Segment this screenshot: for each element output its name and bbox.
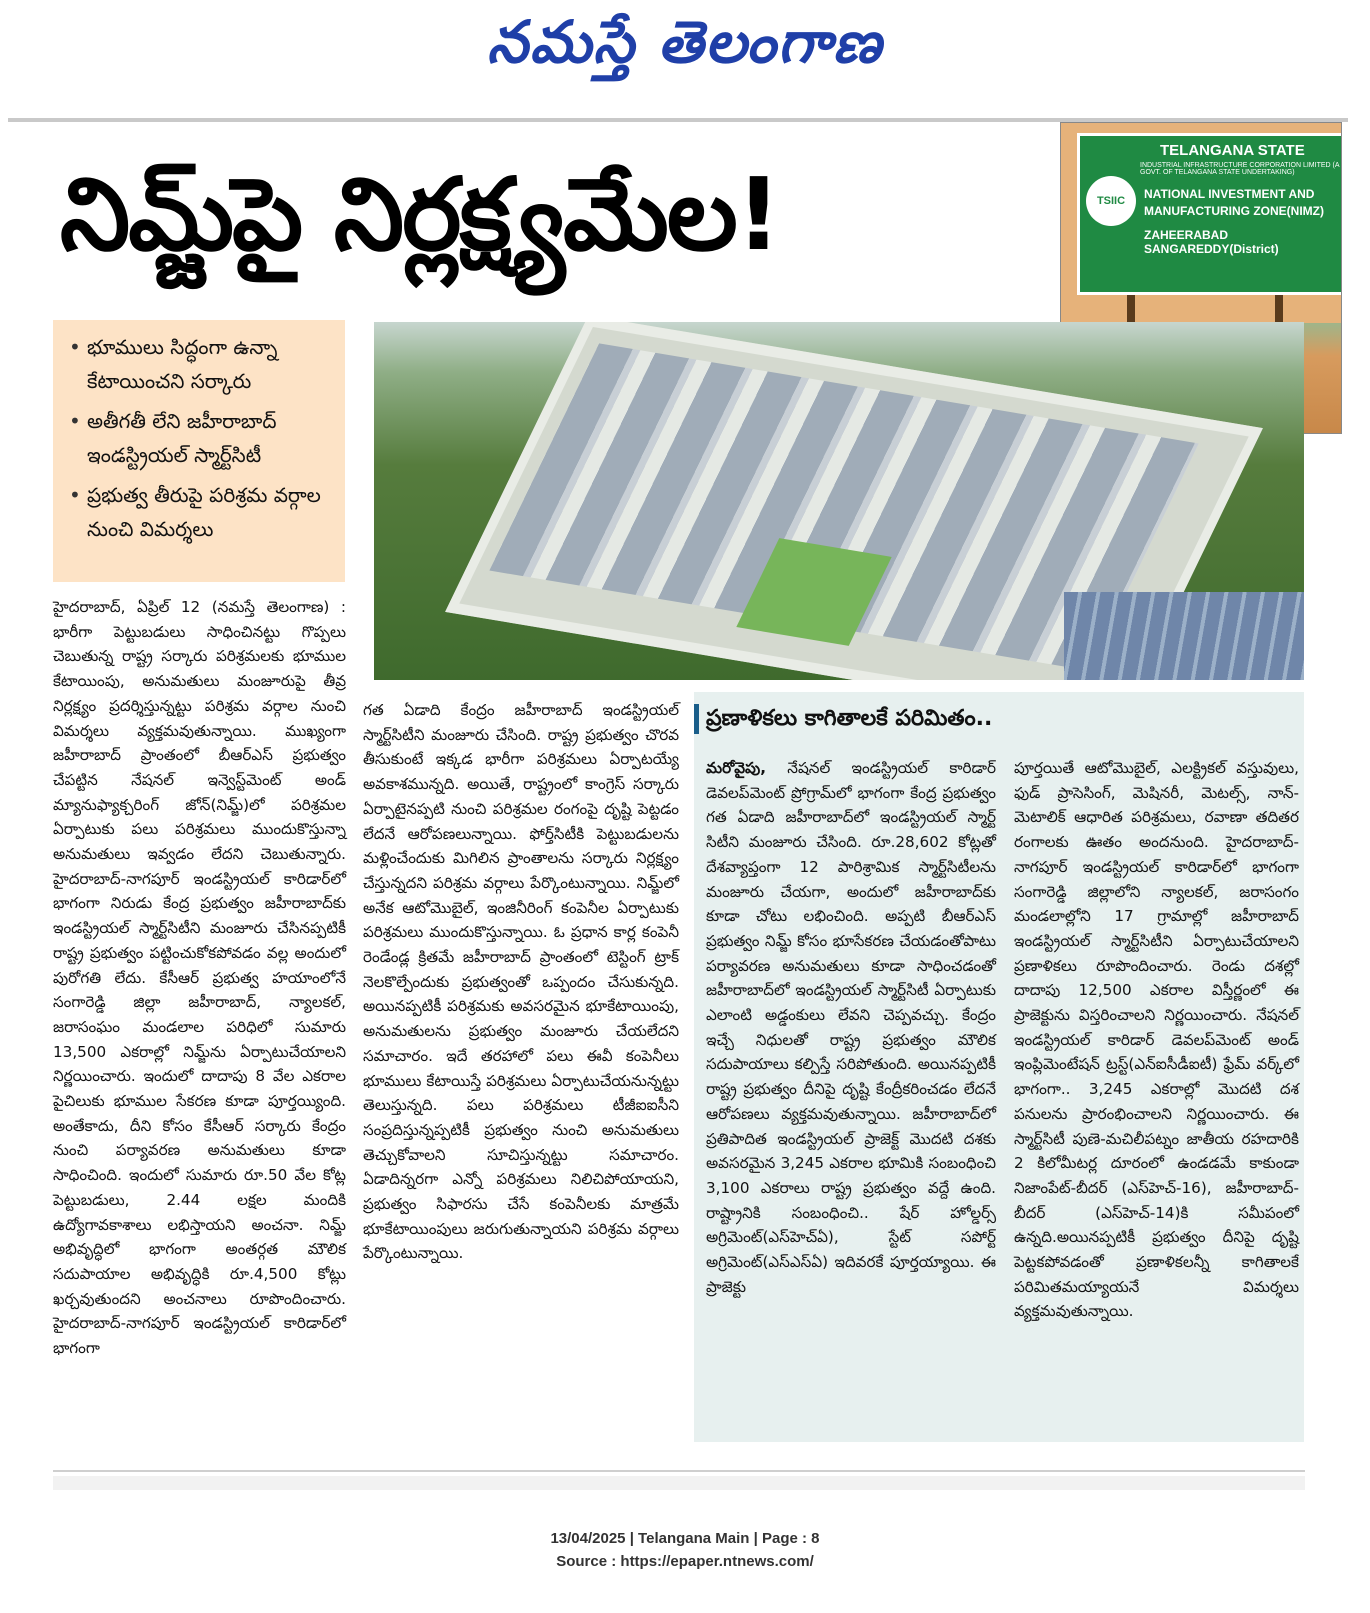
sign-line-4: ZAHEERABAD SANGAREDDY(District) [1144, 228, 1279, 256]
highlight-item: • ప్రభుత్వ తీరుపై పరిశ్రమ వర్గాల నుంచి విమర్శలు [69, 478, 333, 546]
article-column-1: హైదరాబాద్, ఏప్రిల్ 12 (నమస్తే తెలంగాణ) : భారీగా పెట్టుబడులు సాధించినట్టు గొప్పలు చెబుతున్న రాష్ట్ర సర్కారు పరిశ్రమలకు భూముల కేటాయింపు, అనుమతులు మంజూరుపై తీవ్ర నిర్లక్ష్యం ప్రదర్శిస్తున్నట్టు పరిశ్రమ వర్గాల నుంచి విమర్శలు వ్యక్తమవుతున్నాయి. ముఖ్యంగా జహీరాబాద్ ప్రాంతంలో బీఆర్‌ఎస్ ప్రభుత్వం చేపట్టిన నేషనల్ ఇన్వెస్ట్‌మెంట్ అండ్ మ్యానుఫ్యాక్చరింగ్ జోన్(నిమ్జ్)లో పరిశ్రమల ఏర్పాటుకు పలు పరిశ్రమలు ముందుకొస్తున్నా అనుమతులు ఇవ్వడం లేదని చెబుతున్నారు. హైదరాబాద్-నాగపూర్ ఇండస్ట్రియల్ కారిడార్‌లో భాగంగా నిరుడు కేంద్ర ప్రభుత్వం జహీరాబాద్‌కు ఇండస్ట్రియల్ స్మార్ట్‌సిటీని మంజూరు చేసినప్పటికీ రాష్ట్ర ప్రభుత్వం పట్టించుకోకపోవడం వల్ల అందులో పురోగతి లేదు. కేసీఆర్ ప్రభుత్వ హయాంలోనే సంగారెడ్డి జిల్లా జహీరాబాద్, న్యాలకల్, జరాసంఘం మండలాల పరిధిలో సుమారు 13,500 ఎకరాల్లో నిమ్జ్‌ను ఏర్పాటుచేయాలని నిర్ణయించారు. ఇందులో దాదాపు 8 వేల ఎకరాల పైచిలుకు భూముల సేకరణ కూడా పూర్తయ్యింది. అంతేకాదు, దీని కోసం కేసీఆర్ సర్కారు కేంద్రం నుంచి పర్యావరణ అనుమతులు కూడా సాధించింది. ఇందులో సుమారు రూ.50 వేల కోట్ల పెట్టుబడులు, 2.44 లక్షల మందికి ఉద్యోగావకాశాలు లభిస్తాయని అంచనా. నిమ్జ్ అభివృద్ధిలో భాగంగా అంతర్గత మౌలిక సదుపాయాల అభివృద్ధికి రూ.4,500 కోట్లు ఖర్చవుతుందని అంచనాలు రూపొందించారు. హైదరాబాద్-నాగపూర్ ఇండస్ట్రియల్ కారిడార్‌లో భాగంగా [53, 598, 346, 1358]
bottom-divider [53, 1470, 1305, 1472]
sign-board [1077, 133, 1342, 295]
footer-source: Source : https://epaper.ntnews.com/ [556, 1553, 814, 1570]
sign-line-2: INDUSTRIAL INFRASTRUCTURE CORPORATION LIMITED (A GOVT. OF TELANGANA STATE UNDERTAKING) [1140, 162, 1340, 176]
bottom-strip [53, 1476, 1305, 1490]
highlight-item: • భూములు సిద్ధంగా ఉన్నా కేటాయించని సర్కారు [69, 330, 333, 398]
lead-word: మరోవైపు, [706, 759, 766, 777]
solar-panels [1064, 592, 1304, 680]
sidebar-column-1-text: నేషనల్ ఇండస్ట్రియల్ కారిడార్ డెవలప్‌మెంట్ ప్రోగ్రామ్‌లో భాగంగా కేంద్ర ప్రభుత్వం గత ఏడాది జహీరాబాద్‌లో ఇండస్ట్రియల్ స్మార్ట్ సిటీని మంజూరు చేసింది. రూ.28,602 కోట్లతో దేశవ్యాప్తంగా 12 పారిశ్రామిక స్మార్ట్‌సిటీలను మంజూరు చేయగా, అందులో జహీరాబాద్‌కు కూడా చోటు లభించింది. అప్పటి బీఆర్‌ఎస్ ప్రభుత్వం నిమ్జ్ కోసం భూసేకరణ చేయడంతోపాటు పర్యావరణ అనుమతులు కూడా సాధించడంతో జహీరాబాద్‌లో ఇండస్ట్రియల్ స్మార్ట్‌సిటీ ఏర్పాటుకు ఎలాంటి అడ్డంకులు లేవని చెప్పవచ్చు. కేంద్రం ఇచ్చే నిధులతో రాష్ట్ర ప్రభుత్వం మౌలిక సదుపాయాలు కల్పిస్తే సరిపోతుంది. అయినప్పటికీ రాష్ట్ర ప్రభుత్వం దీనిపై దృష్టి కేంద్రీకరించడం లేదనే ఆరోపణలు వ్యక్తమవుతున్నాయి. జహీరాబాద్‌లో ప్రతిపాదిత ఇండస్ట్రియల్ ప్రాజెక్ట్ మొదటి దశకు అవసరమైన 3,245 ఎకరాల భూమికి సంబంధించి 3,100 ఎకరాలు రాష్ట్ర ప్రభుత్వం వద్దే ఉంది. రాష్ట్రానికి సంబంధించి.. షేర్ హోల్డర్స్ అగ్రిమెంట్(ఎస్‌హెచ్‌ఏ), స్టేట్ సపోర్ట్ అగ్రిమెంట్(ఎస్‌ఎస్‌ఏ) ఇదివరకే పూర్తయ్యాయి. ఈ ప్రాజెక్టు [706, 759, 996, 1296]
sidebar-story-title: ప్రణాళికలు కాగితాలకే పరిమితం.. [706, 706, 992, 736]
masthead-logo: నమస్తే తెలంగాణ [487, 8, 883, 76]
highlight-list [53, 320, 345, 546]
highlight-box [53, 320, 345, 582]
sign-line-3: NATIONAL INVESTMENT AND MANUFACTURING ZONE(NIMZ) [1144, 187, 1324, 218]
footer-date-page: 13/04/2025 | Telangana Main | Page : 8 [550, 1530, 820, 1547]
tsiic-logo: TSIIC [1086, 176, 1136, 226]
sign-line-1: TELANGANA STATE [1160, 142, 1305, 159]
article-column-2: గత ఏడాది కేంద్రం జహీరాబాద్ ఇండస్ట్రియల్ స్మార్ట్‌సిటీని మంజూరు చేసింది. రాష్ట్ర ప్రభుత్వం చొరవ తీసుకుంటే ఇక్కడ భారీగా పరిశ్రమలు ఏర్పాటయ్యే అవకాశమున్నది. అయితే, రాష్ట్రంలో కాంగ్రెస్ సర్కారు ఏర్పాటైనప్పటి నుంచి పరిశ్రమల రంగంపై దృష్టి పెట్టడం లేదనే ఆరోపణలున్నాయి. ఫోర్త్‌సిటీకి పెట్టుబడులను మళ్లించేందుకు మిగిలిన ప్రాంతాలను సర్కారు నిర్లక్ష్యం చేస్తున్నదని పరిశ్రమ వర్గాలు పేర్కొంటున్నాయి. నిమ్జ్‌లో అనేక ఆటోమొబైల్, ఇంజినీరింగ్ కంపెనీల ఏర్పాటుకు పరిశ్రమలు ముందుకొస్తున్నాయి. ఓ ప్రధాన కార్ల కంపెనీ రెండేండ్ల క్రితమే జహీరాబాద్ ప్రాంతంలో టెస్టింగ్ ట్రాక్ నెలకొల్పేందుకు ప్రభుత్వంతో ఒప్పందం చేసుకున్నది. అయినప్పటికీ పరిశ్రమకు అవసరమైన భూకేటాయింపు, అనుమతులను ప్రభుత్వం మంజూరు చేయలేదని సమాచారం. ఇదే తరహాలో పలు ఈవీ కంపెనీలు భూములు కేటాయిస్తే పరిశ్రమలు ఏర్పాటుచేయనున్నట్టు తెలుస్తున్నది. పలు పరిశ్రమలు టీజీఐఐసీని సంప్రదిస్తున్నప్పటికీ ప్రభుత్వం నుంచి అనుమతులు తెచ్చుకోవాలని సూచిస్తున్నట్టు సమాచారం. ఏడాదిన్నరగా ఎన్నో పరిశ్రమలు నిలిచిపోయాయని, ప్రభుత్వం సిఫారసు చేసే కంపెనీలకు మాత్రమే భూకేటాయింపులు జరుగుతున్నాయని పరిశ్రమ వర్గాలు పేర్కొంటున్నాయి. [363, 701, 679, 1263]
headline: నిమ్జ్‌పై నిర్లక్ష్యమేల! [60, 156, 780, 273]
highlight-item: • అతీగతీ లేని జహీరాబాద్ ఇండస్ట్రియల్ స్మార్ట్‌సిటీ [69, 404, 333, 472]
sidebar-column-1 [706, 756, 996, 1299]
aerial-render-image [374, 322, 1304, 680]
sidebar-column-2: పూర్తయితే ఆటోమొబైల్, ఎలక్ట్రికల్ వస్తువులు, ఫుడ్ ప్రాసెసింగ్, మెషినరీ, మెటల్స్, నాన్-మెటాలిక్ ఆధారిత పరిశ్రమలు, రవాణా తదితర రంగాలకు ఊతం అందనుంది. హైదరాబాద్-నాగపూర్ ఇండస్ట్రియల్ కారిడార్‌లో భాగంగా సంగారెడ్డి జిల్లాలోని న్యాలకల్, జరాసంగం మండలాల్లోని 17 గ్రామాల్లో జహీరాబాద్ ఇండస్ట్రియల్ స్మార్ట్‌సిటీని ఏర్పాటుచేయాలని ప్రణాళికలు రూపొందించారు. రెండు దశల్లో దాదాపు 12,500 ఎకరాల విస్తీర్ణంలో ఈ ప్రాజెక్టును విస్తరించాలని నిర్ణయించారు. నేషనల్ ఇండస్ట్రియల్ కారిడార్ డెవలప్‌మెంట్ అండ్ ఇంప్లిమెంటేషన్ ట్రస్ట్(ఎన్‌ఐసీడీఐటీ) ఫ్రేమ్ వర్క్‌లో భాగంగా.. 3,245 ఎకరాల్లో మొదటి దశ పనులను ప్రారంభించాలని నిర్ణయించారు. ఈ స్మార్ట్‌సిటీ పుణె-మచిలీపట్నం జాతీయ రహదారికి 2 కిలోమీటర్ల దూరంలో ఉండడమే కాకుండా నిజాంపేట్-బీదర్ (ఎస్‌హెచ్-16), జహీరాబాద్-బీదర్ (ఎస్‌హెచ్-14)కి సమీపంలో ఉన్నది.అయినప్పటికీ ప్రభుత్వం దీనిపై దృష్టి పెట్టకపోవడంతో ప్రణాళికలన్నీ కాగితాలకే పరిమితమయ్యాయనే విమర్శలు వ్యక్తమవుతున్నాయి. [1014, 759, 1299, 1321]
